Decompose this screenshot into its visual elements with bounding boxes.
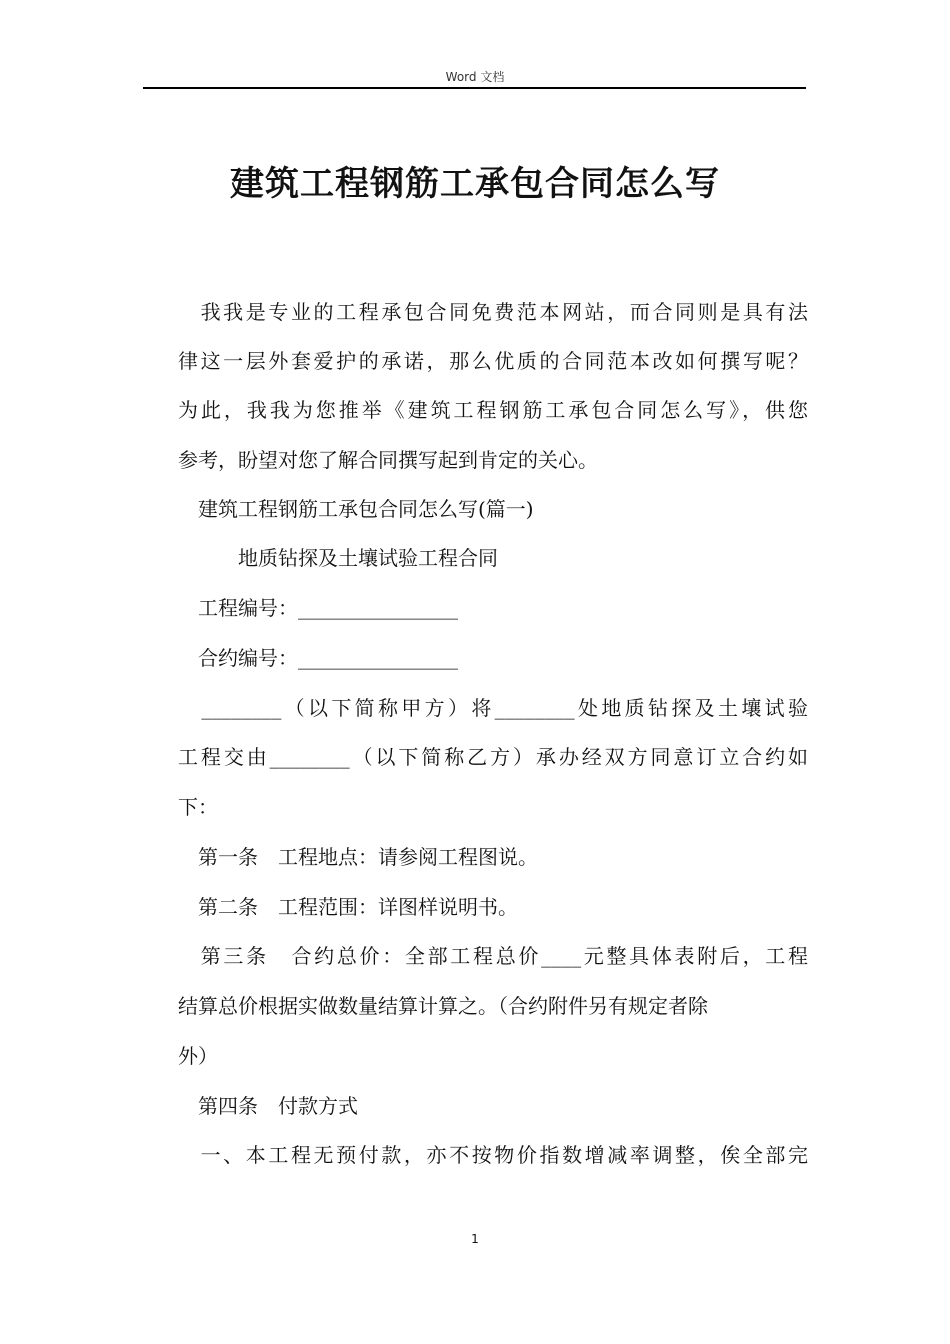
project-number-line: 工程编号：________________ [178, 596, 458, 620]
body-line: 一、本工程无预付款，亦不按物价指数增减率调整，俟全部完 [178, 1143, 808, 1167]
body-line: 外） [178, 1044, 218, 1068]
body-line: 律这一层外套爱护的承诺，那么优质的合同范本改如何撰写呢？ [178, 349, 808, 373]
page-header: Word 文档 [445, 70, 505, 84]
section-heading: 建筑工程钢筋工承包合同怎么写(篇一) [178, 497, 534, 521]
article-line: 第二条 工程范围：详图样说明书。 [178, 895, 518, 919]
body-line: ________（以下简称甲方）将________处地质钻探及土壤试验 [178, 696, 808, 720]
contract-number-line: 合约编号：________________ [178, 646, 458, 670]
header-divider [143, 87, 806, 89]
article-line: 第四条 付款方式 [178, 1094, 358, 1118]
body-line: 为此，我我为您推举《建筑工程钢筋工承包合同怎么写》，供您 [178, 398, 808, 422]
document-title: 建筑工程钢筋工承包合同怎么写 [230, 164, 720, 204]
contract-title: 地质钻探及土壤试验工程合同 [178, 546, 498, 570]
article-line: 第一条 工程地点：请参阅工程图说。 [178, 845, 538, 869]
body-line: 我我是专业的工程承包合同免费范本网站，而合同则是具有法 [178, 300, 808, 324]
body-line: 参考，盼望对您了解合同撰写起到肯定的关心。 [178, 448, 598, 472]
article-line: 第三条 合约总价：全部工程总价____元整具体表附后，工程 [178, 944, 808, 968]
body-line: 结算总价根据实做数量结算计算之。（合约附件另有规定者除 [178, 994, 708, 1018]
page-number: 1 [471, 1232, 479, 1246]
body-line: 工程交由________（以下简称乙方）承办经双方同意订立合约如 [178, 745, 808, 769]
body-line: 下： [178, 795, 218, 819]
